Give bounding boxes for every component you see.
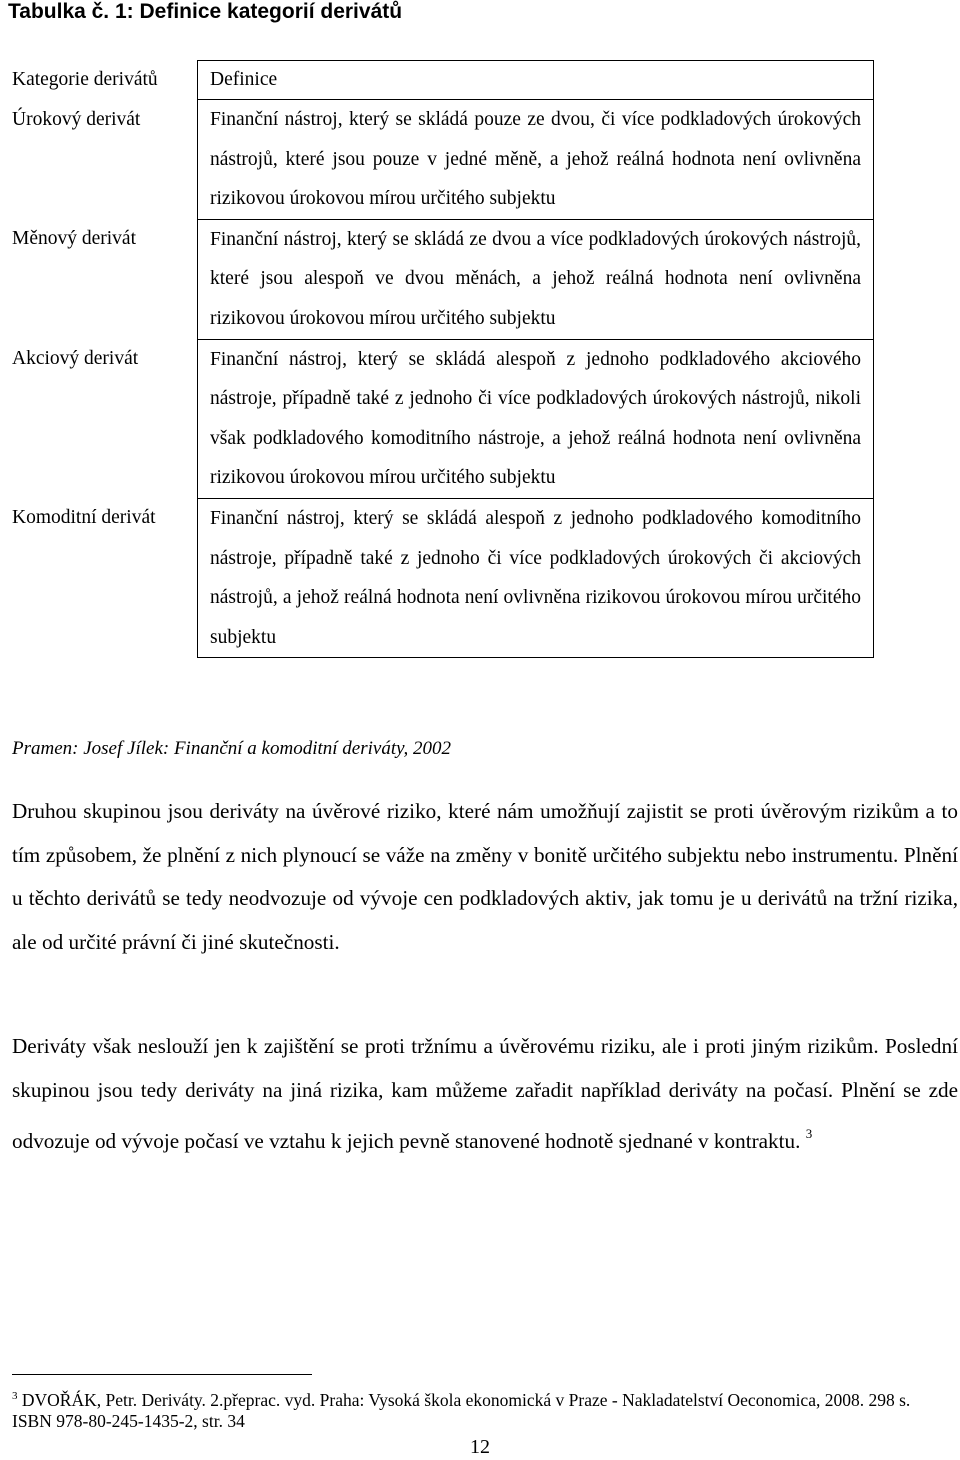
table-caption: Tabulka č. 1: Definice kategorií derivátů — [8, 0, 403, 23]
definition-cell: Finanční nástroj, který se skládá ze dvou a více podkladových úrokových nástrojů, které jsou alespoň ve dvou měnách, a jehož reálná hodnota není ovlivněna rizikovou úrokovou mírou určitého subjektu — [198, 219, 874, 339]
category-cell: Měnový derivát — [2, 219, 198, 339]
table-row — [2, 498, 874, 657]
footnote-reference[interactable]: 3 — [805, 1126, 813, 1142]
category-cell: Akciový derivát — [2, 339, 198, 498]
body-paragraph — [12, 790, 958, 964]
header-category: Kategorie derivátů — [2, 61, 198, 100]
footnote-text: DVOŘÁK, Petr. Deriváty. 2.přeprac. vyd. Praha: Vysoká škola ekonomická v Praze - Nakladatelství Oeconomica, 2008. 298 s. ISBN 978-80-245-1435-2, str. 34 — [12, 1390, 911, 1431]
table-row — [2, 100, 874, 220]
paragraph-text: Druhou skupinou jsou deriváty na úvěrové riziko, které nám umožňují zajistit se proti úvěrovým rizikům a to tím způsobem, že plnění z nich plynoucí se váže na změny v bonitě určitého subjektu nebo instrumentu. Plnění u těchto derivátů se tedy neodvozuje od vývoje cen podkladových aktiv, jak tomu je u derivátů na tržní rizika, ale od určité právní či jiné skutečnosti. — [12, 799, 958, 954]
body-paragraph — [12, 1025, 958, 1164]
source-note: Pramen: Josef Jílek: Finanční a komoditní deriváty, 2002 — [12, 738, 451, 759]
derivatives-definition-table — [2, 60, 874, 658]
category-cell: Komoditní derivát — [2, 498, 198, 657]
definition-cell: Finanční nástroj, který se skládá pouze ze dvou, či více podkladových úrokových nástrojů, které jsou pouze v jedné měně, a jehož reálná hodnota není ovlivněna rizikovou úrokovou mírou určitého subjektu — [198, 100, 874, 220]
definition-cell: Finanční nástroj, který se skládá alespoň z jednoho podkladového akciového nástroje, případně také z jednoho či více podkladových úrokových nástrojů, nikoli však podkladového komoditního nástroje, a jehož reálná hodnota není ovlivněna rizikovou úrokovou mírou určitého subjektu — [198, 339, 874, 498]
header-definition: Definice — [198, 61, 874, 100]
paragraph-text: Deriváty však neslouží jen k zajištění se proti tržnímu a úvěrovému riziku, ale i proti jiným rizikům. Poslední skupinou jsou tedy deriváty na jiná rizika, kam můžeme zařadit například deriváty na počasí. Plnění se zde odvozuje od vývoje počasí ve vztahu k jejich pevně stanovené hodnotě sjednané v kontraktu. — [12, 1034, 958, 1154]
page-number: 12 — [470, 1436, 490, 1458]
table-row — [2, 339, 874, 498]
category-cell: Úrokový derivát — [2, 100, 198, 220]
footnote-separator — [12, 1374, 312, 1375]
definition-cell: Finanční nástroj, který se skládá alespoň z jednoho podkladového komoditního nástroje, případně také z jednoho či více podkladových úrokových či akciových nástrojů, a jehož reálná hodnota není ovlivněna rizikovou úrokovou mírou určitého subjektu — [198, 498, 874, 657]
table-header-row — [2, 61, 874, 100]
footnote — [12, 1386, 912, 1432]
footnote-number: 3 — [12, 1390, 18, 1402]
table-row — [2, 219, 874, 339]
